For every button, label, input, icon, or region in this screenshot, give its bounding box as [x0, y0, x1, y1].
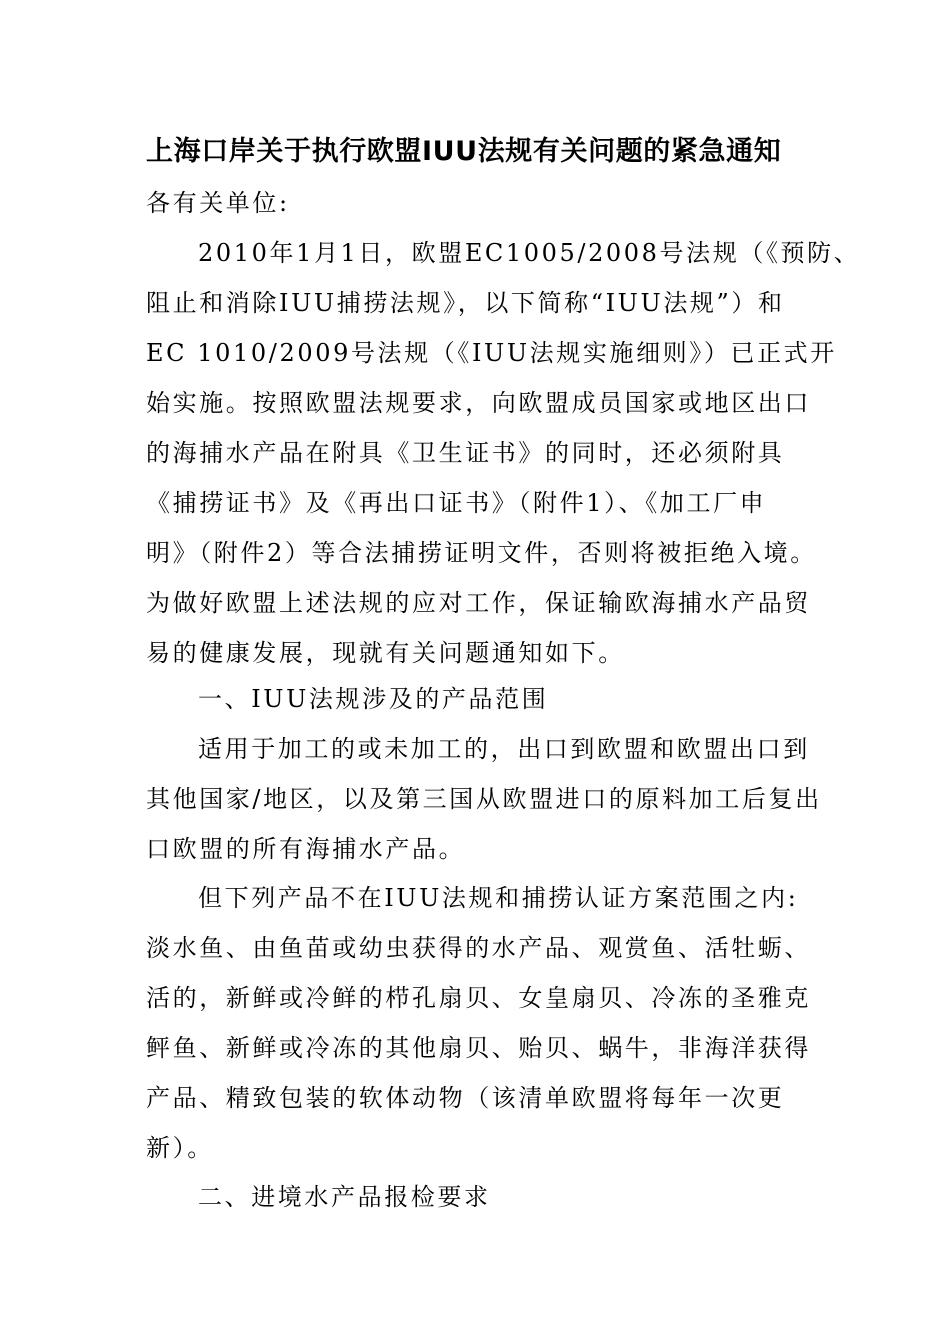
salutation: 各有关单位: [146, 189, 290, 217]
paragraph-line: 明》（附件2）等合法捕捞证明文件，否则将被拒绝入境。 [146, 539, 817, 567]
paragraph-line: 新）。 [146, 1134, 214, 1162]
paragraph-line: 鲆鱼、新鲜或冷冻的其他扇贝、贻贝、蜗牛，非海洋获得 [146, 1034, 811, 1062]
paragraph-line: 活的，新鲜或冷鲜的栉孔扇贝、女皇扇贝、冷冻的圣雅克 [146, 984, 811, 1012]
paragraph-exclusions [146, 873, 811, 1173]
paragraph-line: 产品、精致包装的软体动物（该清单欧盟将每年一次更 [146, 1084, 785, 1112]
section-heading-1-block [146, 674, 806, 724]
paragraph-line: 适用于加工的或未加工的，出口到欧盟和欧盟出口到 [198, 735, 810, 763]
salutation-block [146, 178, 806, 228]
paragraph-line: EC 1010/2009号法规（《IUU法规实施细则》）已正式开 [146, 339, 837, 367]
section-heading: 二、进境水产品报检要求 [198, 1183, 491, 1211]
paragraph-line: 但下列产品不在IUU法规和捕捞认证方案范围之内: [198, 884, 799, 912]
paragraph-intro [146, 228, 861, 678]
paragraph-line: 易的健康发展，现就有关问题通知如下。 [146, 639, 625, 667]
paragraph-line: 其他国家/地区，以及第三国从欧盟进口的原料加工后复出 [146, 785, 822, 813]
section-heading-2-block [146, 1172, 806, 1222]
paragraph-line: 口欧盟的所有海捕水产品。 [146, 835, 466, 863]
paragraph-scope [146, 724, 822, 874]
paragraph-line: 的海捕水产品在附具《卫生证书》的同时，还必须附具 [146, 439, 785, 467]
paragraph-line: 为做好欧盟上述法规的应对工作，保证输欧海捕水产品贸 [146, 589, 811, 617]
paragraph-line: 阻止和消除IUU捕捞法规》，以下简称“IUU法规”）和 [146, 289, 785, 317]
section-heading: 一、IUU法规涉及的产品范围 [198, 685, 549, 713]
paragraph-line: 淡水鱼、由鱼苗或幼虫获得的水产品、观赏鱼、活牡蛎、 [146, 934, 811, 962]
paragraph-line: 始实施。按照欧盟法规要求，向欧盟成员国家或地区出口 [146, 389, 811, 417]
paragraph-line: 2010年1月1日，欧盟EC1005/2008号法规（《预防、 [198, 239, 861, 267]
paragraph-line: 《捕捞证书》及《再出口证书》（附件1）、《加工厂申 [146, 489, 767, 517]
document-title: 上海口岸关于执行欧盟IUU法规有关问题的紧急通知 [146, 136, 782, 167]
